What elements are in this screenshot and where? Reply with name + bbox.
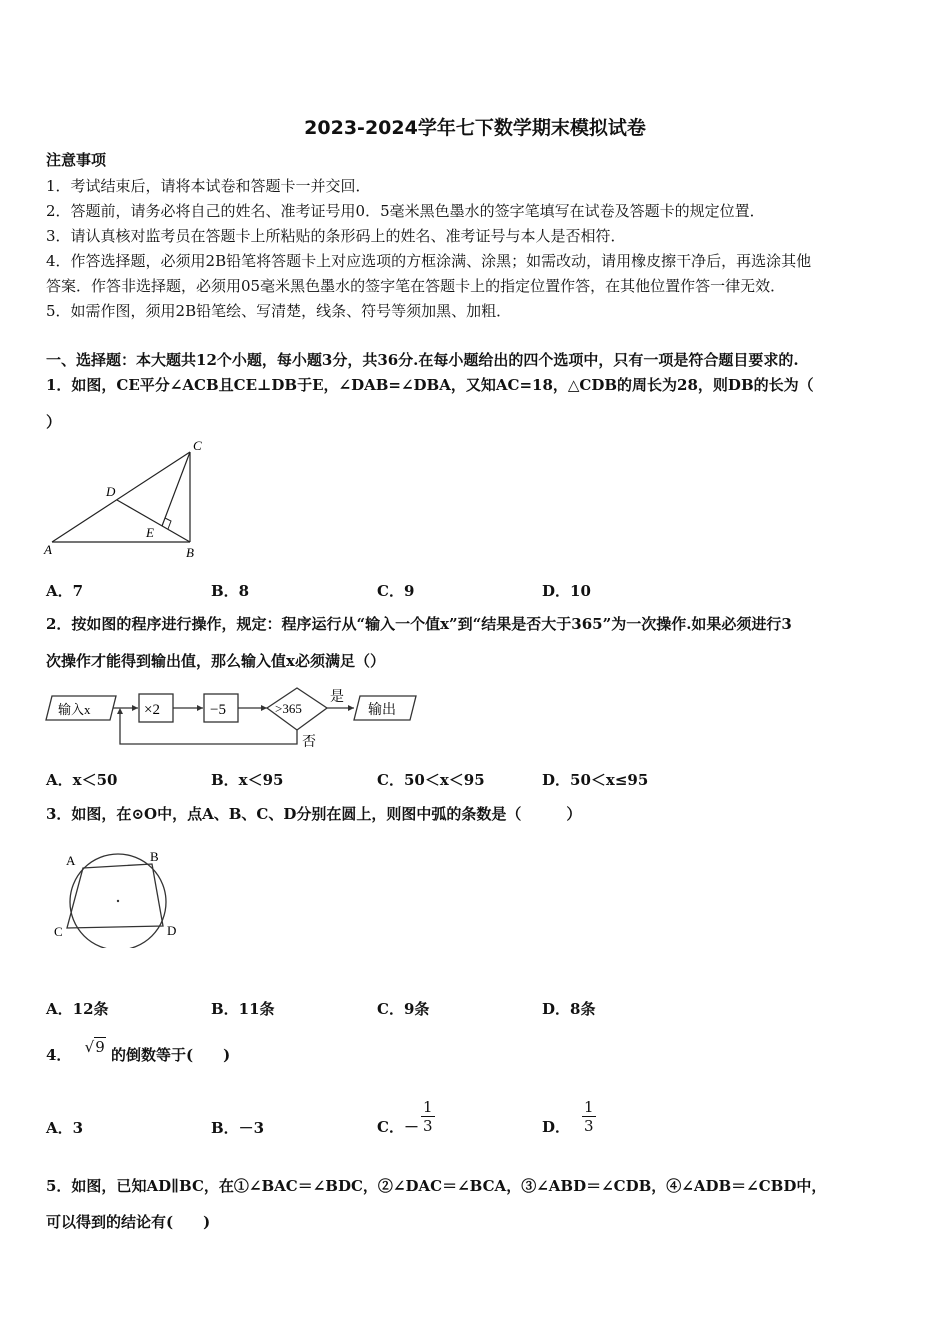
label-d: D — [106, 484, 116, 499]
option-c[interactable]: C．9 — [377, 582, 415, 600]
question-number: 4． — [46, 1046, 72, 1064]
fraction — [582, 1098, 596, 1135]
question-1-text-cont: ） — [46, 413, 62, 431]
label-b: B — [186, 545, 194, 560]
question-4-text — [46, 1038, 231, 1065]
option-c-prefix: C．－ — [377, 1117, 419, 1136]
option-d[interactable]: D．10 — [542, 582, 591, 600]
question-3-circle-figure — [50, 848, 185, 948]
option-b[interactable]: B．8 — [211, 582, 250, 600]
numerator: 1 — [584, 1097, 594, 1116]
option-d[interactable]: D．50＜x≤95 — [542, 771, 649, 789]
option-b[interactable]: B．11条 — [211, 1000, 275, 1018]
option-d-prefix: D． — [542, 1117, 571, 1136]
note-item: 4．作答选择题，必须用2B铅笔将答题卡上对应选项的方框涂满、涂黑；如需改动，请用橡皮擦干净后，再选涂其他 — [46, 252, 812, 270]
flow-yes: 是 — [330, 690, 344, 705]
note-item: 2．答题前，请务必将自己的姓名、准考证号用0．5毫米黑色墨水的签字笔填写在试卷及答题卡的规定位置． — [46, 202, 765, 220]
sqrt-expression: √9 — [84, 1038, 105, 1056]
option-a[interactable]: A．x＜50 — [46, 771, 118, 789]
question-2-flowchart — [44, 686, 424, 750]
label-e: E — [146, 525, 154, 540]
option-d[interactable] — [542, 1094, 596, 1138]
label-c: C — [54, 924, 63, 939]
option-c[interactable] — [377, 1094, 435, 1138]
denominator: 3 — [584, 1116, 594, 1135]
question-1-text: 1．如图，CE平分∠ACB且CE⊥DB于E，∠DAB=∠DBA，又知AC=18，△CDB的周长为28，则DB的长为（ — [46, 376, 814, 394]
note-item: 答案．作答非选择题，必须用05毫米黑色墨水的签字笔在答题卡上的指定位置作答，在其他位置作答一律无效． — [46, 277, 786, 295]
question-2-text-cont: 次操作才能得到输出值，那么输入值x必须满足（） — [46, 652, 385, 670]
question-4-body: 的倒数等于( ) — [111, 1046, 231, 1064]
option-c[interactable]: C．9条 — [377, 1000, 430, 1018]
option-a[interactable]: A．7 — [46, 582, 84, 600]
question-5-text-cont: 可以得到的结论有( ) — [46, 1213, 211, 1231]
option-a[interactable]: A．3 — [46, 1119, 84, 1137]
flow-multiply: ×2 — [144, 702, 160, 718]
radicand: 9 — [95, 1038, 105, 1056]
section-heading: 一、选择题：本大题共12个小题，每小题3分，共36分.在每小题给出的四个选项中，只有一项是符合题目要求的. — [46, 351, 799, 369]
note-item: 3．请认真核对监考员在答题卡上所粘贴的条形码上的姓名、准考证号与本人是否相符． — [46, 227, 626, 245]
note-item: 5．如需作图，须用2B铅笔绘、写清楚，线条、符号等须加黑、加粗． — [46, 302, 512, 320]
flow-subtract: −5 — [210, 702, 226, 718]
label-a: A — [44, 542, 52, 557]
flow-input: 输入x — [58, 702, 91, 717]
page-title: 2023-2024学年七下数学期末模拟试卷 — [304, 117, 646, 139]
option-c[interactable]: C．50＜x＜95 — [377, 771, 485, 789]
question-2-text: 2．按如图的程序进行操作，规定：程序运行从“输入一个值x”到“结果是否大于365”为一次操作.如果必须进行3 — [46, 615, 792, 633]
label-a: A — [66, 853, 76, 868]
flow-no: 否 — [302, 735, 316, 750]
option-d[interactable]: D．8条 — [542, 1000, 596, 1018]
label-c: C — [193, 438, 202, 453]
option-b[interactable]: B．－3 — [211, 1119, 265, 1137]
question-3-text: 3．如图，在⊙O中，点A、B、C、D分别在圆上，则图中弧的条数是（ ） — [46, 805, 582, 823]
flow-output: 输出 — [368, 703, 396, 718]
label-b: B — [150, 849, 159, 864]
note-item: 1．考试结束后，请将本试卷和答题卡一并交回． — [46, 177, 371, 195]
flow-condition: >365 — [275, 701, 302, 716]
denominator: 3 — [422, 1116, 433, 1135]
question-5-text: 5．如图，已知AD∥BC，在①∠BAC＝∠BDC，②∠DAC＝∠BCA，③∠ABD＝∠CDB，④∠ADB＝∠CBD中， — [46, 1177, 827, 1195]
option-b[interactable]: B．x＜95 — [211, 771, 284, 789]
question-1-triangle-figure — [40, 438, 210, 563]
numerator: 1 — [422, 1097, 433, 1116]
fraction — [421, 1098, 435, 1135]
label-d: D — [167, 923, 177, 938]
notes-heading: 注意事项 — [46, 151, 107, 169]
option-a[interactable]: A．12条 — [46, 1000, 109, 1018]
